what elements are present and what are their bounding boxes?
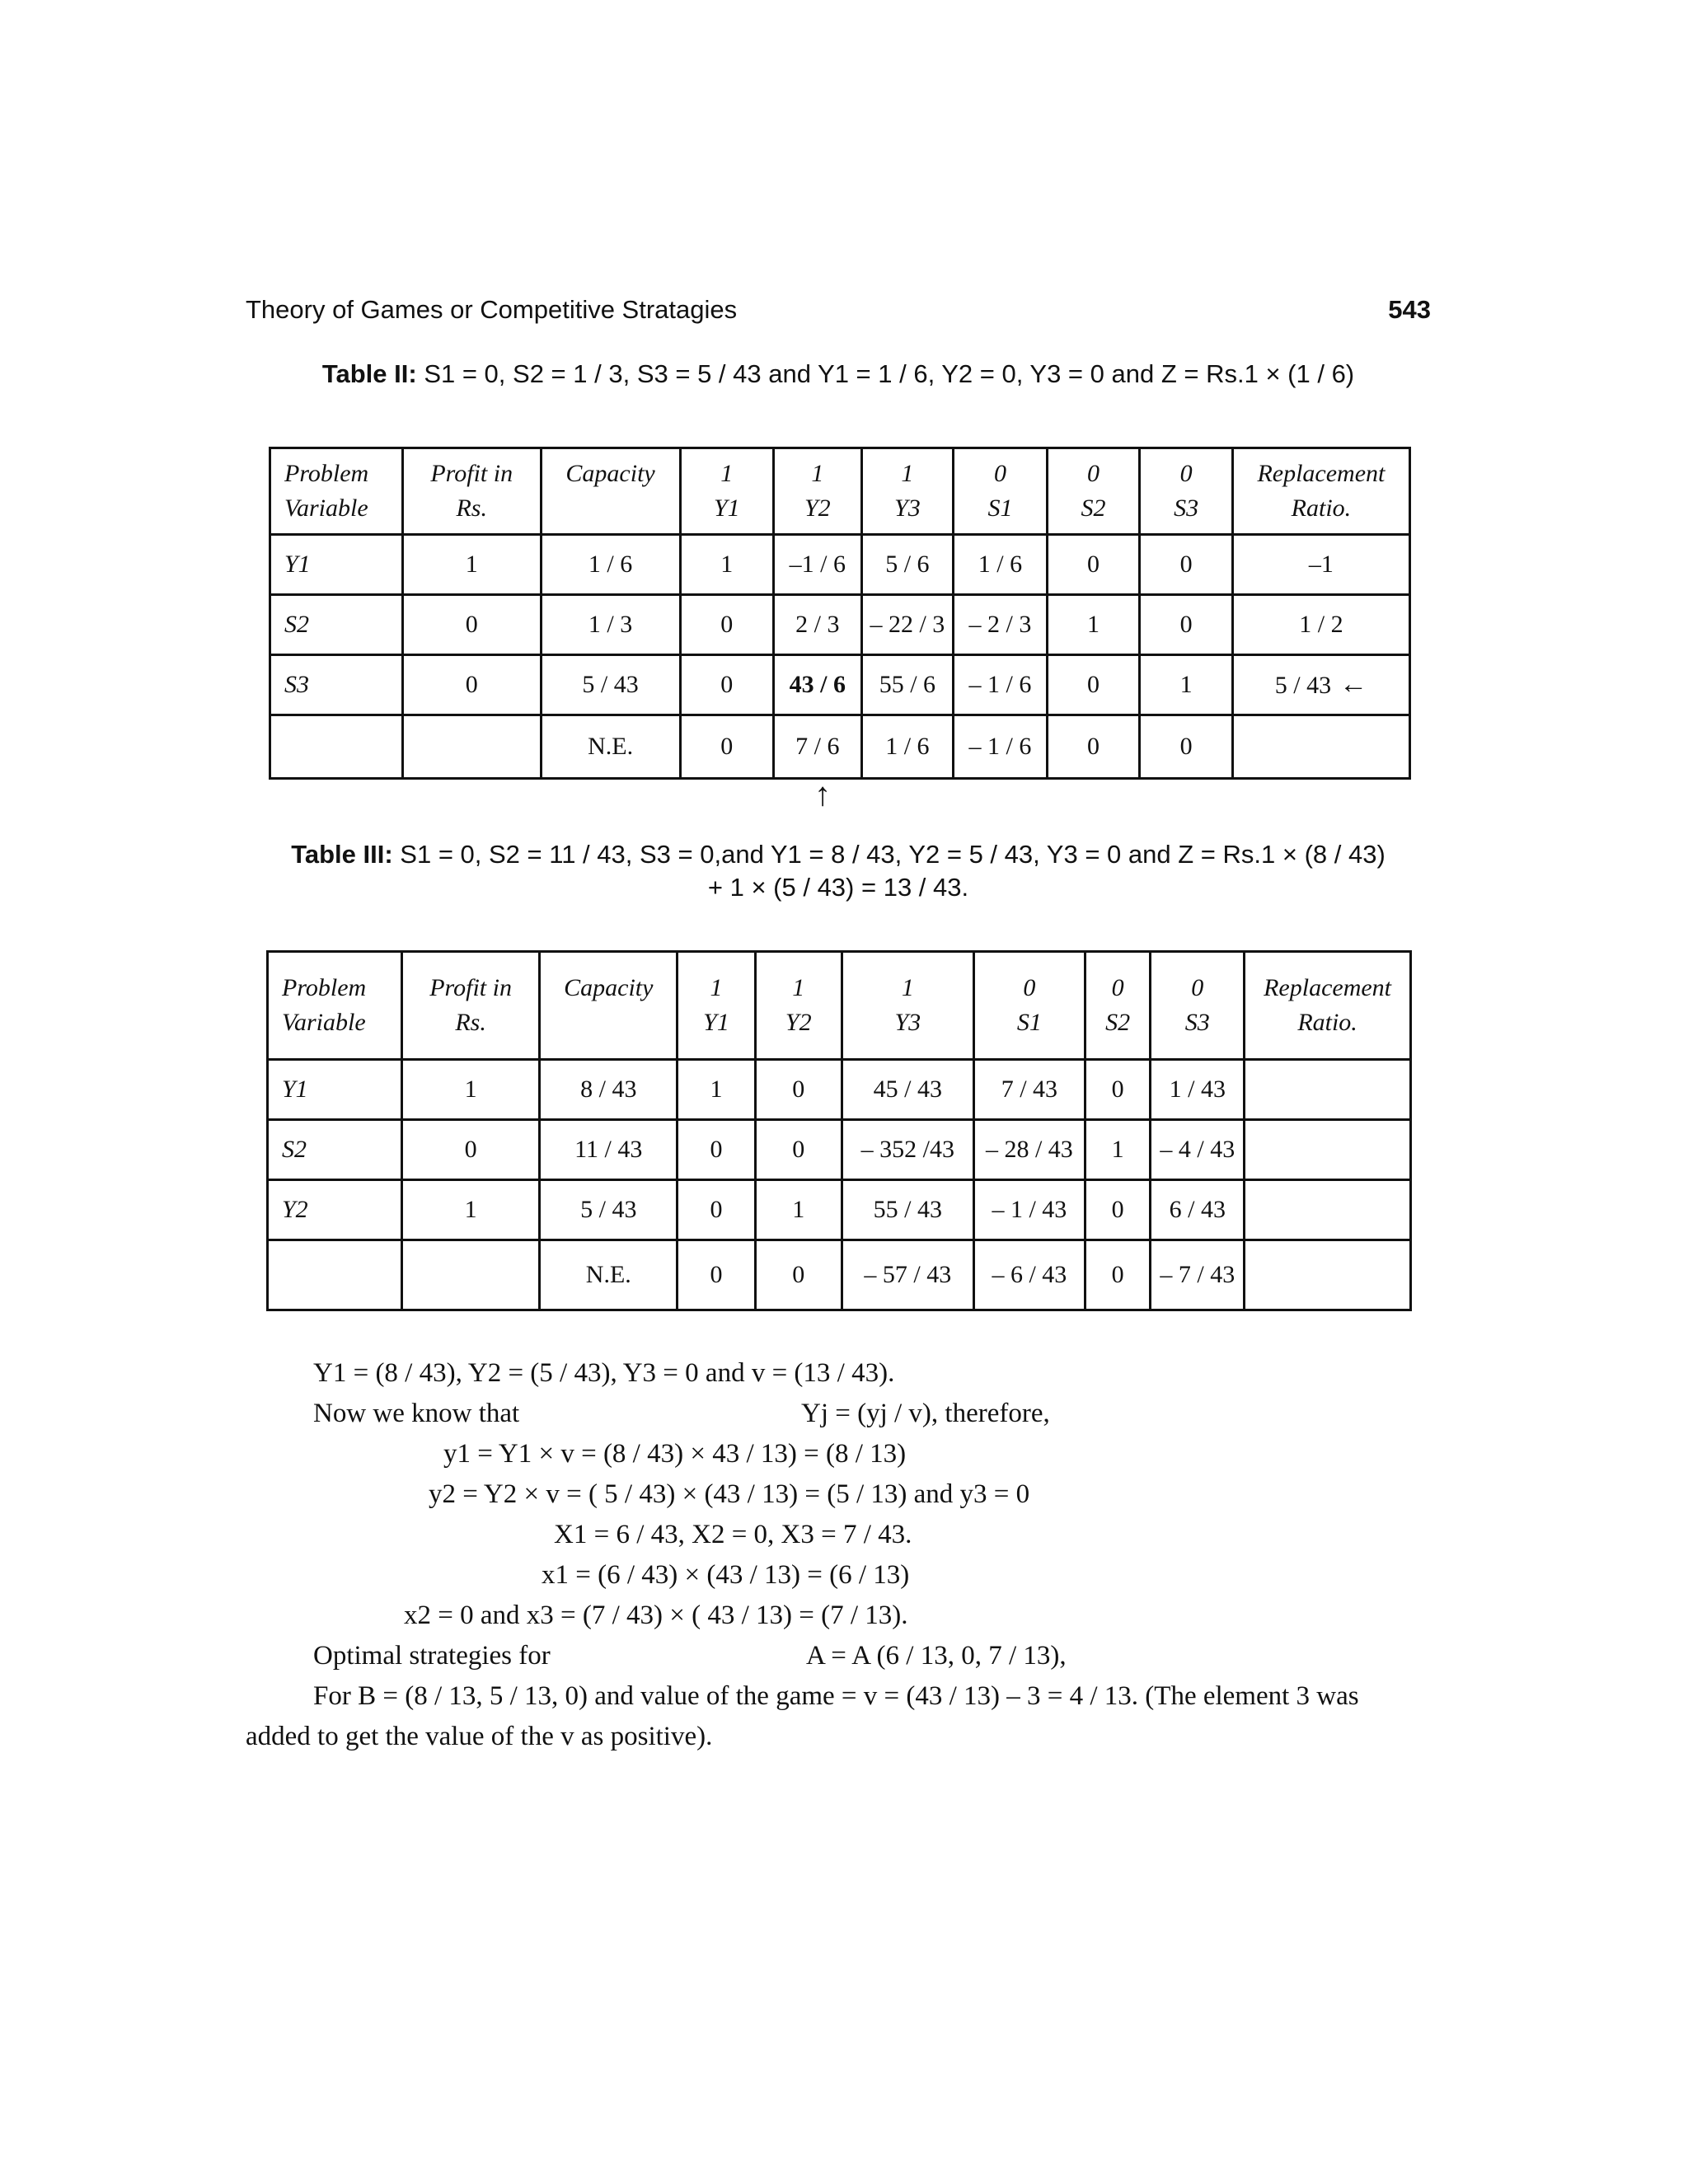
derivation-line: Now we know that xyxy=(313,1399,520,1428)
table-cell: 0 xyxy=(680,655,774,715)
paragraph-line: added to get the value of the v as positive). xyxy=(246,1722,713,1751)
table-cell: 0 xyxy=(1140,535,1233,595)
table-cell: 0 xyxy=(401,1120,540,1180)
paragraph-line: For B = (8 / 13, 5 / 13, 0) and value of the game = v = (43 / 13) – 3 = 4 / 13. (The element 3 was xyxy=(313,1681,1359,1711)
table-cell: – 352 /43 xyxy=(842,1120,974,1180)
header-cell: 1 Y1 xyxy=(678,952,756,1060)
table-3-header-row xyxy=(268,952,1411,1060)
derivation-line: Optimal strategies for xyxy=(313,1641,551,1671)
derivation-line: y1 = Y1 × v = (8 / 43) × 43 / 13) = (8 / 13) xyxy=(443,1439,907,1469)
ratio-value: 5 / 43 xyxy=(1274,672,1332,699)
table-cell: 0 xyxy=(755,1060,842,1120)
table-cell: 55 / 6 xyxy=(861,655,954,715)
table-cell: 0 xyxy=(680,715,774,779)
table-row xyxy=(268,1060,1411,1120)
table-cell: 1 xyxy=(755,1180,842,1240)
header-cell: 1 Y3 xyxy=(842,952,974,1060)
table-cell: N.E. xyxy=(540,1240,678,1310)
table-cell: – 28 / 43 xyxy=(974,1120,1085,1180)
table-cell: 1 / 6 xyxy=(861,715,954,779)
table-cell: 11 / 43 xyxy=(540,1120,678,1180)
table-cell: 45 / 43 xyxy=(842,1060,974,1120)
table-cell xyxy=(270,715,403,779)
table-cell: S2 xyxy=(268,1120,402,1180)
table-cell xyxy=(401,1240,540,1310)
table-cell: 1 / 2 xyxy=(1232,595,1409,655)
header-cell: 0 S2 xyxy=(1085,952,1151,1060)
table-3-caption-label: Table III: xyxy=(291,840,393,869)
table-cell: 0 xyxy=(1047,655,1140,715)
table-cell xyxy=(402,715,541,779)
table-row xyxy=(268,1180,1411,1240)
table-2-caption xyxy=(246,359,1431,389)
table-cell: –1 xyxy=(1232,535,1409,595)
table-cell: 1 / 43 xyxy=(1151,1060,1245,1120)
table-cell xyxy=(268,1240,402,1310)
derivation-line: Y1 = (8 / 43), Y2 = (5 / 43), Y3 = 0 and v = (13 / 43). xyxy=(313,1358,895,1388)
header-cell: Replacement Ratio. xyxy=(1232,448,1409,535)
header-cell: Profit in Rs. xyxy=(401,952,540,1060)
table-cell: – 7 / 43 xyxy=(1151,1240,1245,1310)
header-cell: 0 S3 xyxy=(1151,952,1245,1060)
table-row xyxy=(270,595,1410,655)
table-cell xyxy=(1245,1180,1411,1240)
header-cell: 0 S3 xyxy=(1140,448,1233,535)
table-cell: N.E. xyxy=(541,715,680,779)
table-cell: – 57 / 43 xyxy=(842,1240,974,1310)
table-cell: 0 xyxy=(1140,595,1233,655)
derivation-line: A = A (6 / 13, 0, 7 / 13), xyxy=(806,1641,1067,1671)
arrow-left-icon: ← xyxy=(1339,669,1368,700)
header-cell: Problem Variable xyxy=(268,952,402,1060)
table-cell: 55 / 43 xyxy=(842,1180,974,1240)
table-row xyxy=(268,1120,1411,1180)
table-cell: Y1 xyxy=(268,1060,402,1120)
table-cell: 5 / 43 xyxy=(540,1180,678,1240)
table-3-caption-text-2: + 1 × (5 / 43) = 13 / 43. xyxy=(707,873,969,902)
header-cell: 1 Y2 xyxy=(774,448,862,535)
table-cell: 6 / 43 xyxy=(1151,1180,1245,1240)
table-cell: 0 xyxy=(402,655,541,715)
table-row xyxy=(270,655,1410,715)
table-2-header-row xyxy=(270,448,1410,535)
header-cell: Problem Variable xyxy=(270,448,403,535)
table-cell: 1 xyxy=(402,535,541,595)
table-cell: 0 xyxy=(1047,535,1140,595)
table-3 xyxy=(266,950,1412,1311)
key-element-cell: 43 / 6 xyxy=(774,655,862,715)
table-2 xyxy=(269,447,1411,780)
page-number: 543 xyxy=(1388,295,1431,324)
header-cell: Replacement Ratio. xyxy=(1245,952,1411,1060)
table-2-caption-text: S1 = 0, S2 = 1 / 3, S3 = 5 / 43 and Y1 = 1 / 6, Y2 = 0, Y3 = 0 and Z = Rs.1 × (1 / 6) xyxy=(424,359,1355,388)
table-cell: Y1 xyxy=(270,535,403,595)
table-2-caption-label: Table II: xyxy=(321,359,417,388)
header-cell: 0 S1 xyxy=(974,952,1085,1060)
derivation-line: Yj = (yj / v), therefore, xyxy=(801,1399,1050,1428)
header-cell: 1 Y1 xyxy=(680,448,774,535)
header-cell: 0 S2 xyxy=(1047,448,1140,535)
table-cell: S2 xyxy=(270,595,403,655)
derivation-line: x1 = (6 / 43) × (43 / 13) = (6 / 13) xyxy=(542,1560,910,1590)
table-cell: 0 xyxy=(678,1240,756,1310)
table-cell: – 6 / 43 xyxy=(974,1240,1085,1310)
table-cell: 0 xyxy=(755,1120,842,1180)
table-cell: 1 / 3 xyxy=(541,595,680,655)
table-cell: 0 xyxy=(678,1120,756,1180)
table-cell xyxy=(1232,655,1409,715)
table-cell: 8 / 43 xyxy=(540,1060,678,1120)
header-cell: Capacity xyxy=(540,952,678,1060)
table-cell: 5 / 43 xyxy=(541,655,680,715)
running-head: Theory of Games or Competitive Stratagies xyxy=(246,295,738,324)
arrow-up-icon: ↑ xyxy=(814,776,831,813)
header-cell: 1 Y2 xyxy=(755,952,842,1060)
table-cell xyxy=(1245,1240,1411,1310)
table-cell: 1 xyxy=(1085,1120,1151,1180)
table-cell: 7 / 6 xyxy=(774,715,862,779)
table-cell: 0 xyxy=(1085,1180,1151,1240)
table-cell: 0 xyxy=(402,595,541,655)
header-cell: 1 Y3 xyxy=(861,448,954,535)
table-cell: 1 xyxy=(1047,595,1140,655)
table-cell: 0 xyxy=(755,1240,842,1310)
table-cell: – 22 / 3 xyxy=(861,595,954,655)
table-cell: 0 xyxy=(1085,1060,1151,1120)
table-cell: 1 / 6 xyxy=(954,535,1048,595)
header-cell: 0 S1 xyxy=(954,448,1048,535)
table-cell xyxy=(1232,715,1409,779)
table-cell: 0 xyxy=(1085,1240,1151,1310)
table-cell: – 1 / 43 xyxy=(974,1180,1085,1240)
table-cell: –1 / 6 xyxy=(774,535,862,595)
table-cell: 1 xyxy=(678,1060,756,1120)
table-row xyxy=(270,715,1410,779)
header-cell: Profit in Rs. xyxy=(402,448,541,535)
table-cell: Y2 xyxy=(268,1180,402,1240)
table-cell: – 4 / 43 xyxy=(1151,1120,1245,1180)
table-cell: 1 xyxy=(1140,655,1233,715)
table-row xyxy=(270,535,1410,595)
table-cell: 7 / 43 xyxy=(974,1060,1085,1120)
derivation-line: y2 = Y2 × v = ( 5 / 43) × (43 / 13) = (5 / 13) and y3 = 0 xyxy=(429,1479,1030,1509)
table-cell xyxy=(1245,1120,1411,1180)
table-cell: S3 xyxy=(270,655,403,715)
table-3-caption-text: S1 = 0, S2 = 11 / 43, S3 = 0,and Y1 = 8 / 43, Y2 = 5 / 43, Y3 = 0 and Z = Rs.1 × (8 / 43) xyxy=(400,840,1386,869)
table-cell: 2 / 3 xyxy=(774,595,862,655)
table-cell: 0 xyxy=(678,1180,756,1240)
table-cell: 5 / 6 xyxy=(861,535,954,595)
derivation-line: x2 = 0 and x3 = (7 / 43) × ( 43 / 13) = (7 / 13). xyxy=(404,1601,908,1630)
table-cell: 0 xyxy=(680,595,774,655)
table-cell: 1 xyxy=(680,535,774,595)
header-cell: Capacity xyxy=(541,448,680,535)
derivation-line: X1 = 6 / 43, X2 = 0, X3 = 7 / 43. xyxy=(554,1520,912,1549)
table-row xyxy=(268,1240,1411,1310)
table-cell: – 1 / 6 xyxy=(954,715,1048,779)
table-3-caption xyxy=(246,838,1431,904)
table-cell: – 1 / 6 xyxy=(954,655,1048,715)
table-cell: 0 xyxy=(1047,715,1140,779)
table-cell: 0 xyxy=(1140,715,1233,779)
table-cell: 1 / 6 xyxy=(541,535,680,595)
table-cell: 1 xyxy=(401,1180,540,1240)
table-cell: 1 xyxy=(401,1060,540,1120)
table-cell: – 2 / 3 xyxy=(954,595,1048,655)
table-cell xyxy=(1245,1060,1411,1120)
